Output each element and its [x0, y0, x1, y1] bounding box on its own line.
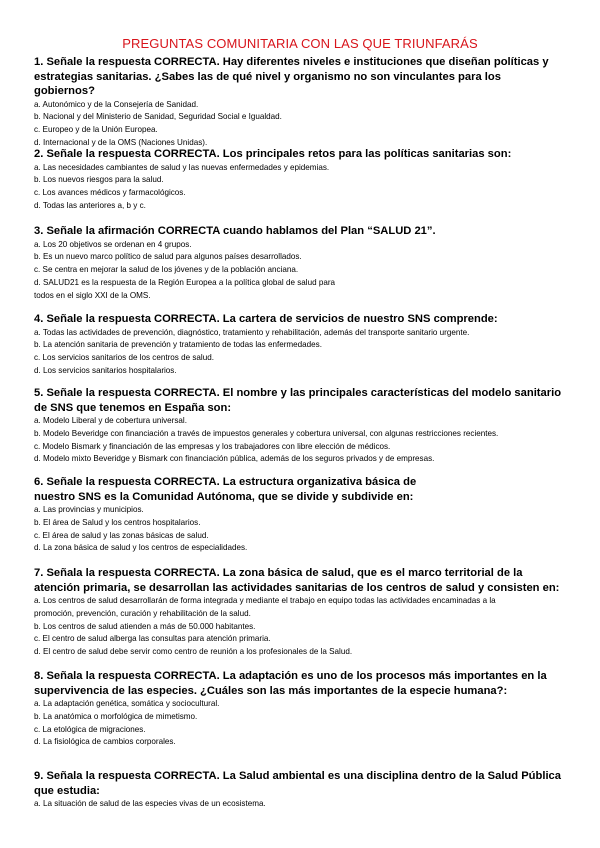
option: d. Los servicios sanitarios hospitalarios. — [34, 365, 177, 375]
option: d. La zona básica de salud y los centros de especialidades. — [34, 543, 248, 553]
question-text: 1. Señale la respuesta CORRECTA. Hay diferentes niveles e instituciones que diseñan políticas y estrategias sanitarias. ¿Sabes las de qué nivel y organismo no son vinculantes para los gobiernos? — [34, 56, 549, 97]
option: a. Las provincias y municipios. — [34, 505, 144, 514]
option: b. Los nuevos riesgos para la salud. — [34, 175, 164, 185]
option: promoción, prevención, curación y rehabilitación de la salud. — [34, 608, 251, 618]
option: b. Es un nuevo marco político de salud para algunos países desarrollados. — [34, 252, 302, 262]
option: a. Autonómico y de la Consejería de Sanidad. — [34, 99, 199, 109]
question-text: 5. Señale la respuesta CORRECTA. El nombre y las principales características del modelo sanitario de SNS que tenemos en España son: — [34, 387, 562, 414]
option: c. Modelo Bismark y financiación de las empresas y los trabajadores con libre elección de médicos. — [34, 441, 391, 451]
question-text: 2. Señale la respuesta CORRECTA. Los principales retos para las políticas sanitarias son: — [34, 148, 512, 160]
option: c. La etológica de migraciones. — [34, 724, 146, 734]
option: d. El centro de salud debe servir como centro de reunión a los profesionales de la Salud. — [34, 647, 353, 657]
question-3 — [34, 224, 564, 302]
option: c. El área de salud y las zonas básicas de salud. — [34, 530, 209, 540]
option: c. Europeo y de la Unión Europea. — [34, 125, 158, 135]
option: d. Modelo mixto Beveridge y Bismark con financiación pública, además de los seguros privados y de empresas. — [34, 454, 435, 464]
option: b. La anatómica o morfológica de mimetismo. — [34, 711, 198, 721]
option: c. Los servicios sanitarios de los centros de salud. — [34, 353, 214, 363]
option: a. Las necesidades cambiantes de salud y las nuevas enfermedades y epidemias. — [34, 162, 330, 172]
option: a. La adaptación genética, somática y sociocultural. — [34, 699, 220, 708]
option: b. Nacional y del Ministerio de Sanidad, Seguridad Social e Igualdad. — [34, 112, 282, 122]
question-1 — [34, 55, 564, 150]
option: d. Internacional y de la OMS (Naciones Unidas). — [34, 137, 208, 147]
option: a. Los 20 objetivos se ordenan en 4 grupos. — [34, 239, 192, 249]
question-5 — [34, 386, 564, 466]
option: a. Los centros de salud desarrollarán de forma integrada y mediante el trabajo en equipo todas las actividades encaminadas a la — [34, 596, 496, 605]
question-text: 7. Señala la respuesta CORRECTA. La zona básica de salud, que es el marco territorial de la atención primaria, se desarrollan las actividades sanitarias de los centros de salud y consisten en: — [34, 567, 560, 594]
question-7 — [34, 566, 564, 659]
question-text: 3. Señale la afirmación CORRECTA cuando hablamos del Plan “SALUD 21”. — [34, 225, 436, 237]
option: a. Modelo Liberal y de cobertura universal. — [34, 416, 187, 425]
question-text: 9. Señala la respuesta CORRECTA. La Salud ambiental es una disciplina dentro de la Salud Pública que estudia: — [34, 770, 561, 797]
option: d. La fisiológica de cambios corporales. — [34, 737, 176, 747]
option: c. El centro de salud alberga las consultas para atención primaria. — [34, 634, 271, 644]
question-2 — [34, 147, 564, 213]
option: a. La situación de salud de las especies vivas de un ecosistema. — [34, 799, 266, 808]
option: d. Todas las anteriores a, b y c. — [34, 200, 146, 210]
question-6 — [34, 475, 564, 555]
page-title: PREGUNTAS COMUNITARIA CON LAS QUE TRIUNFARÁS — [122, 36, 478, 51]
option: c. Se centra en mejorar la salud de los jóvenes y de la población anciana. — [34, 265, 299, 275]
option: b. Los centros de salud atienden a más de 50.000 habitantes. — [34, 621, 256, 631]
question-text: 4. Señale la respuesta CORRECTA. La cartera de servicios de nuestro SNS comprende: — [34, 313, 498, 325]
option: todos en el siglo XXI de la OMS. — [34, 290, 151, 300]
option: d. SALUD21 es la respuesta de la Región Europea a la política global de salud para — [34, 277, 336, 287]
option: b. Modelo Beveridge con financiación a través de impuestos generales y cobertura universal, con algunas restricciones recientes. — [34, 428, 499, 438]
question-text: 6. Señale la respuesta CORRECTA. La estructura organizativa básica de nuestro SNS es la Comunidad Autónoma, que se divide y subdivide en: — [34, 476, 417, 503]
option: c. Los avances médicos y farmacológicos. — [34, 188, 186, 198]
option: a. Todas las actividades de prevención, diagnóstico, tratamiento y rehabilitación, además del transporte sanitario urgente. — [34, 327, 470, 337]
option: b. La atención sanitaria de prevención y tratamiento de todas las enfermedades. — [34, 340, 322, 350]
question-9 — [34, 769, 564, 811]
question-4 — [34, 312, 564, 378]
question-text: 8. Señala la respuesta CORRECTA. La adaptación es uno de los procesos más importantes en la supervivencia de las especies. ¿Cuáles son las más importantes de la especie humana?: — [34, 670, 547, 697]
option: b. El área de Salud y los centros hospitalarios. — [34, 517, 201, 527]
question-8 — [34, 669, 564, 749]
